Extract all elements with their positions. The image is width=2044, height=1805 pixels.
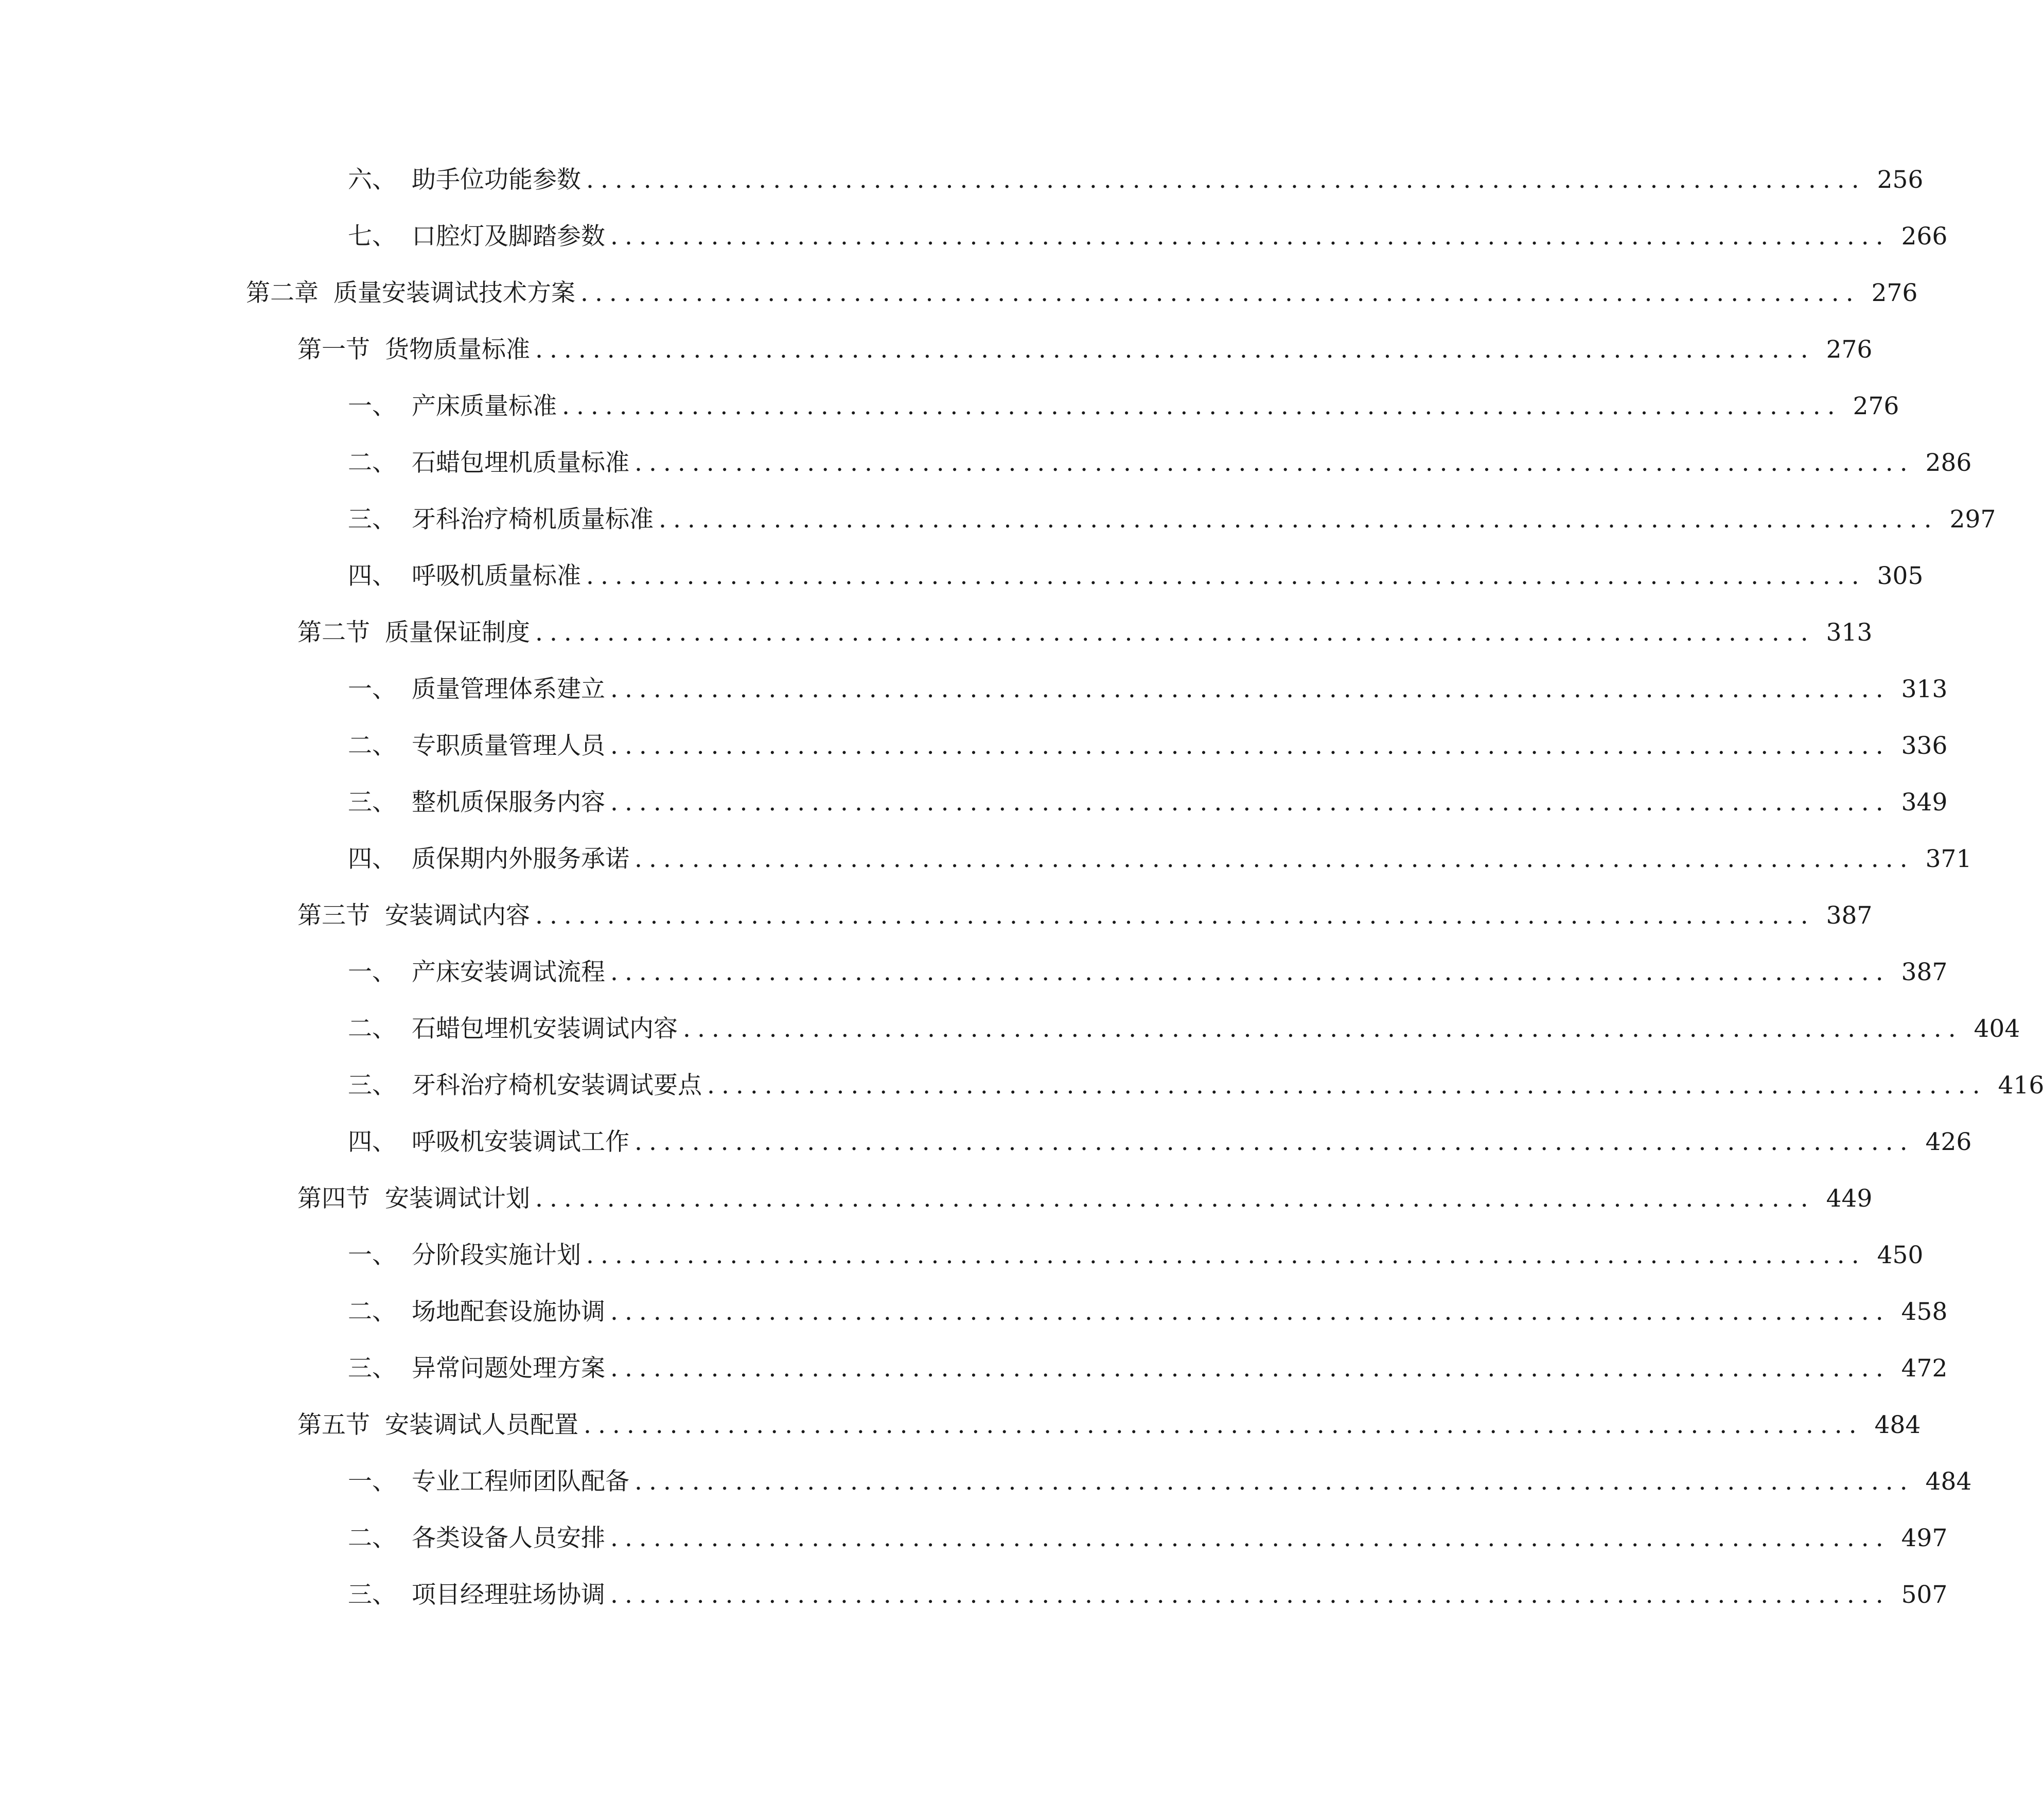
toc-entry-title: 牙科治疗椅机安装调试要点 xyxy=(412,1071,702,1100)
toc-entry[interactable] xyxy=(297,613,1873,652)
toc-entry[interactable] xyxy=(297,896,1873,935)
toc-entry-number: 第二节 xyxy=(297,618,370,647)
toc-entry[interactable] xyxy=(348,783,1948,822)
toc-entry[interactable] xyxy=(348,1066,2044,1105)
toc-entry-title: 助手位功能参数 xyxy=(412,166,581,194)
dot-leader: ......................................................................................... xyxy=(586,562,1866,590)
toc-entry-title: 产床质量标准 xyxy=(412,392,557,420)
toc-entry-page: 416 xyxy=(1998,1071,2044,1100)
dot-leader: ......................................................................................... xyxy=(535,618,1815,647)
toc-entry[interactable] xyxy=(348,1349,1948,1388)
toc-entry[interactable] xyxy=(348,1236,1924,1275)
dot-leader: ......................................................................................... xyxy=(580,279,1860,307)
toc-entry-title: 口腔灯及脚踏参数 xyxy=(412,222,605,251)
dot-leader: ......................................................................................... xyxy=(610,1298,1890,1326)
toc-entry-number: 四、 xyxy=(348,1128,396,1156)
toc-entry-page: 276 xyxy=(1853,392,1899,420)
toc-entry-page: 266 xyxy=(1901,222,1948,251)
toc-entry-number: 第三节 xyxy=(297,901,370,930)
toc-entry[interactable] xyxy=(348,217,1948,256)
toc-entry[interactable] xyxy=(348,500,1996,539)
dot-leader: ......................................................................................... xyxy=(635,1128,1914,1156)
toc-entry-title: 产床安装调试流程 xyxy=(412,958,605,986)
toc-entry-page: 449 xyxy=(1826,1184,1873,1213)
toc-entry-page: 256 xyxy=(1877,166,1924,194)
toc-entry-page: 349 xyxy=(1901,788,1948,817)
toc-entry-title: 专职质量管理人员 xyxy=(412,732,605,760)
toc-entry-number: 二、 xyxy=(348,1298,396,1326)
dot-leader: ......................................................................................... xyxy=(635,845,1914,873)
toc-entry-title: 整机质保服务内容 xyxy=(412,788,605,817)
dot-leader: ......................................................................................... xyxy=(584,1411,1863,1439)
toc-entry-title: 石蜡包埋机质量标准 xyxy=(412,449,629,477)
toc-entry-page: 336 xyxy=(1901,732,1948,760)
toc-entry-number: 第二章 xyxy=(246,279,319,307)
toc-entry-number: 三、 xyxy=(348,1354,396,1383)
toc-entry-page: 387 xyxy=(1826,901,1873,930)
dot-leader: ......................................................................................... xyxy=(610,1581,1890,1609)
toc-entry-title: 货物质量标准 xyxy=(385,335,530,364)
toc-entry-page: 313 xyxy=(1826,618,1873,647)
toc-entry-page: 450 xyxy=(1877,1241,1924,1269)
toc-entry-number: 七、 xyxy=(348,222,396,251)
toc-entry-number: 四、 xyxy=(348,562,396,590)
toc-entry-page: 484 xyxy=(1874,1411,1921,1439)
dot-leader: ......................................................................................... xyxy=(535,335,1815,364)
toc-entry-number: 一、 xyxy=(348,1467,396,1496)
toc-entry-page: 426 xyxy=(1925,1128,1972,1156)
dot-leader: ......................................................................................... xyxy=(707,1071,1987,1100)
toc-entry-number: 第一节 xyxy=(297,335,370,364)
toc-entry-number: 六、 xyxy=(348,166,396,194)
dot-leader: ......................................................................................... xyxy=(610,788,1890,817)
dot-leader: ......................................................................................... xyxy=(610,958,1890,986)
toc-entry[interactable] xyxy=(348,1576,1948,1615)
toc-entry-number: 二、 xyxy=(348,449,396,477)
dot-leader: ......................................................................................... xyxy=(635,449,1914,477)
toc-entry[interactable] xyxy=(348,727,1948,766)
toc-entry-title: 异常问题处理方案 xyxy=(412,1354,605,1383)
toc-entry-number: 四、 xyxy=(348,845,396,873)
toc-entry-title: 质量安装调试技术方案 xyxy=(333,279,575,307)
toc-entry-number: 二、 xyxy=(348,732,396,760)
toc-entry-title: 质量保证制度 xyxy=(385,618,530,647)
toc-entry-page: 286 xyxy=(1925,449,1972,477)
toc-entry-number: 一、 xyxy=(348,392,396,420)
toc-entry-title: 专业工程师团队配备 xyxy=(412,1467,629,1496)
toc-entry-page: 276 xyxy=(1826,335,1873,364)
toc-entry[interactable] xyxy=(348,387,1899,426)
toc-entry-page: 484 xyxy=(1925,1467,1972,1496)
toc-entry-title: 牙科治疗椅机质量标准 xyxy=(412,505,654,534)
dot-leader: ......................................................................................... xyxy=(562,392,1842,420)
dot-leader: ......................................................................................... xyxy=(683,1015,1963,1043)
toc-entry-title: 场地配套设施协调 xyxy=(412,1298,605,1326)
toc-entry-title: 呼吸机安装调试工作 xyxy=(412,1128,629,1156)
dot-leader: ......................................................................................... xyxy=(610,1524,1890,1552)
toc-entry-page: 371 xyxy=(1925,845,1972,873)
toc-entry-title: 安装调试内容 xyxy=(385,901,530,930)
toc-entry-number: 第四节 xyxy=(297,1184,370,1213)
toc-entry[interactable] xyxy=(348,444,1972,483)
toc-entry-page: 313 xyxy=(1901,675,1948,703)
toc-entry-title: 安装调试人员配置 xyxy=(385,1411,578,1439)
dot-leader: ......................................................................................... xyxy=(535,1184,1815,1213)
toc-entry-number: 二、 xyxy=(348,1524,396,1552)
toc-entry-title: 分阶段实施计划 xyxy=(412,1241,581,1269)
toc-entry-page: 472 xyxy=(1901,1354,1948,1383)
toc-entry-page: 387 xyxy=(1901,958,1948,986)
toc-entry-title: 质量管理体系建立 xyxy=(412,675,605,703)
toc-entry-number: 三、 xyxy=(348,1071,396,1100)
toc-entry-number: 一、 xyxy=(348,958,396,986)
toc-entry-number: 第五节 xyxy=(297,1411,370,1439)
toc-entry-number: 一、 xyxy=(348,1241,396,1269)
toc-entry-title: 项目经理驻场协调 xyxy=(412,1581,605,1609)
dot-leader: ......................................................................................... xyxy=(610,222,1890,251)
dot-leader: ......................................................................................... xyxy=(659,505,1939,534)
dot-leader: ......................................................................................... xyxy=(586,1241,1866,1269)
toc-entry[interactable] xyxy=(348,1519,1948,1558)
toc-entry[interactable] xyxy=(348,1010,2020,1049)
toc-entry[interactable] xyxy=(297,1406,1921,1445)
toc-entry[interactable] xyxy=(348,670,1948,709)
toc-entry-page: 305 xyxy=(1877,562,1924,590)
toc-entry[interactable] xyxy=(348,557,1924,596)
toc-entry-number: 二、 xyxy=(348,1015,396,1043)
toc-entry-page: 404 xyxy=(1973,1015,2020,1043)
toc-entry[interactable] xyxy=(246,274,1918,313)
toc-entry-page: 497 xyxy=(1901,1524,1948,1552)
toc-entry-title: 安装调试计划 xyxy=(385,1184,530,1213)
toc-entry[interactable] xyxy=(348,161,1924,200)
dot-leader: ......................................................................................... xyxy=(535,901,1815,930)
dot-leader: ......................................................................................... xyxy=(635,1467,1914,1496)
toc-entry-title: 质保期内外服务承诺 xyxy=(412,845,629,873)
toc-entry-title: 石蜡包埋机安装调试内容 xyxy=(412,1015,678,1043)
toc-entry[interactable] xyxy=(297,330,1873,369)
toc-entry[interactable] xyxy=(297,1179,1873,1218)
dot-leader: ......................................................................................... xyxy=(610,675,1890,703)
toc-entry-title: 各类设备人员安排 xyxy=(412,1524,605,1552)
toc-entry-number: 一、 xyxy=(348,675,396,703)
toc-entry-page: 297 xyxy=(1949,505,1996,534)
toc-entry-page: 507 xyxy=(1901,1581,1948,1609)
toc-entry-number: 三、 xyxy=(348,788,396,817)
dot-leader: ......................................................................................... xyxy=(610,732,1890,760)
dot-leader: ......................................................................................... xyxy=(610,1354,1890,1383)
toc-entry[interactable] xyxy=(348,1123,1972,1162)
toc-entry[interactable] xyxy=(348,953,1948,992)
toc-entry[interactable] xyxy=(348,1293,1948,1332)
toc-entry-page: 458 xyxy=(1901,1298,1948,1326)
toc-entry[interactable] xyxy=(348,840,1972,879)
dot-leader: ......................................................................................... xyxy=(586,166,1866,194)
toc-entry-page: 276 xyxy=(1871,279,1918,307)
toc-entry[interactable] xyxy=(348,1462,1972,1501)
toc-entry-title: 呼吸机质量标准 xyxy=(412,562,581,590)
toc-entry-number: 三、 xyxy=(348,505,396,534)
toc-entry-number: 三、 xyxy=(348,1581,396,1609)
